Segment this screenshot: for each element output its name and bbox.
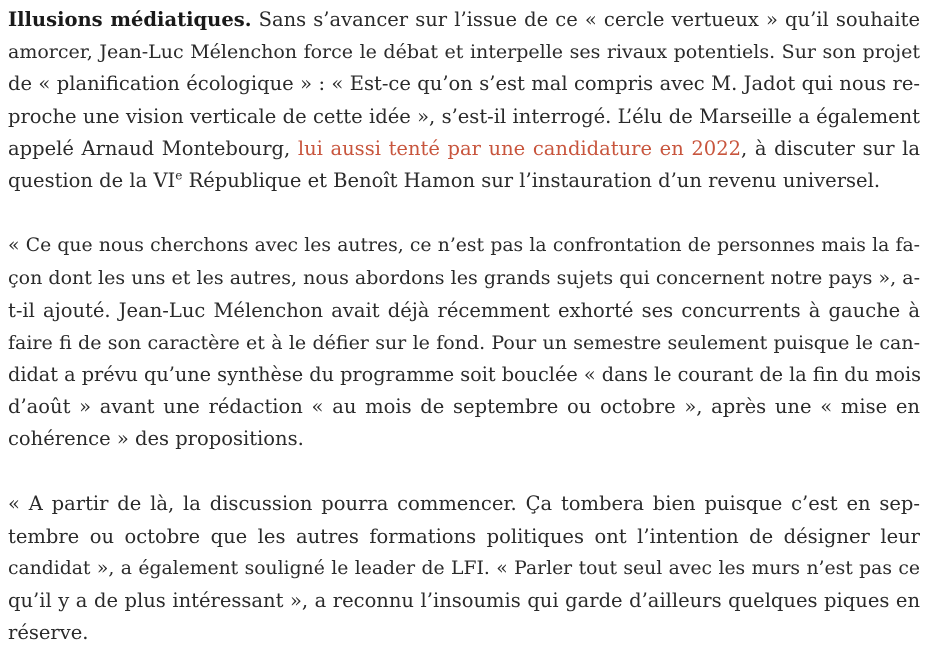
paragraph-line: réserve.	[8, 621, 89, 645]
paragraph-quote-confrontation	[8, 230, 920, 455]
paragraph-line: candidat », a également souligné le leader de LFI. « Parler tout seul avec les murs n’est pas ce	[8, 557, 920, 579]
paragraph-line: tembre ou octobre que les autres formations politiques ont l’intention de désigner leur	[8, 524, 920, 548]
paragraph-line	[8, 4, 920, 36]
paragraph-text: Sans s’avancer sur l’issue de ce « cercle vertueux » qu’il souhaite	[251, 8, 920, 31]
paragraph-quote-discussion	[8, 488, 920, 649]
paragraph-text: , à discuter sur la	[741, 136, 920, 160]
paragraph-line: proche une vision verticale de cette idée », s’est-il interrogé. L’élu de Marseille a également	[8, 104, 920, 128]
paragraph-line: t-il ajouté. Jean-Luc Mélenchon avait déjà récemment exhorté ses concurrents à gauche à	[8, 298, 920, 322]
paragraph-line: qu’il y a de plus intéressant », a reconnu l’insoumis qui garde d’ailleurs quelques piques en	[8, 589, 920, 612]
paragraph-line: amorcer, Jean-Luc Mélenchon force le débat et interpelle ses rivaux potentiels. Sur son projet	[8, 41, 920, 64]
paragraph-spacer	[8, 455, 920, 488]
paragraph-text: question de la VI	[8, 168, 176, 192]
paragraph-line: de « planification écologique » : « Est-ce qu’on s’est mal compris avec M. Jadot qui nous re-	[8, 72, 920, 96]
paragraph-line: « Ce que nous cherchons avec les autres, ce n’est pas la confrontation de personnes mais la fa-	[8, 235, 920, 257]
paragraph-line: cohérence » des propositions.	[8, 427, 304, 451]
paragraph-line: « A partir de là, la discussion pourra commencer. Ça tombera bien puisque c’est en sep-	[8, 492, 920, 516]
paragraph-text: République et Benoît Hamon sur l’instauration d’un revenu universel.	[182, 168, 881, 192]
paragraph-line: didat a prévu qu’une synthèse du programme soit bouclée « dans le courant de la fin du mois	[8, 362, 921, 386]
paragraph-line	[8, 165, 920, 197]
paragraph-line: faire fi de son caractère et à le défier sur le fond. Pour un semestre seulement puisque le can-	[8, 331, 920, 354]
paragraph-line: çon dont les uns et les autres, nous abordons les grands sujets qui concernent notre pays », a-	[8, 267, 920, 290]
article-link-candidature-2022[interactable]: lui aussi tenté par une candidature en 2022	[297, 136, 742, 160]
article-body	[8, 4, 920, 649]
ordinal-superscript: e	[175, 168, 183, 183]
paragraph-illusions-mediatiques	[8, 4, 920, 197]
paragraph-line	[8, 133, 920, 165]
paragraph-line: d’août » avant une rédaction « au mois de septembre ou octobre », après une « mise en	[8, 395, 920, 419]
section-lead-heading: Illusions médiatiques.	[8, 8, 252, 31]
paragraph-text: appelé Arnaud Montebourg,	[8, 136, 298, 160]
paragraph-spacer	[8, 197, 920, 230]
